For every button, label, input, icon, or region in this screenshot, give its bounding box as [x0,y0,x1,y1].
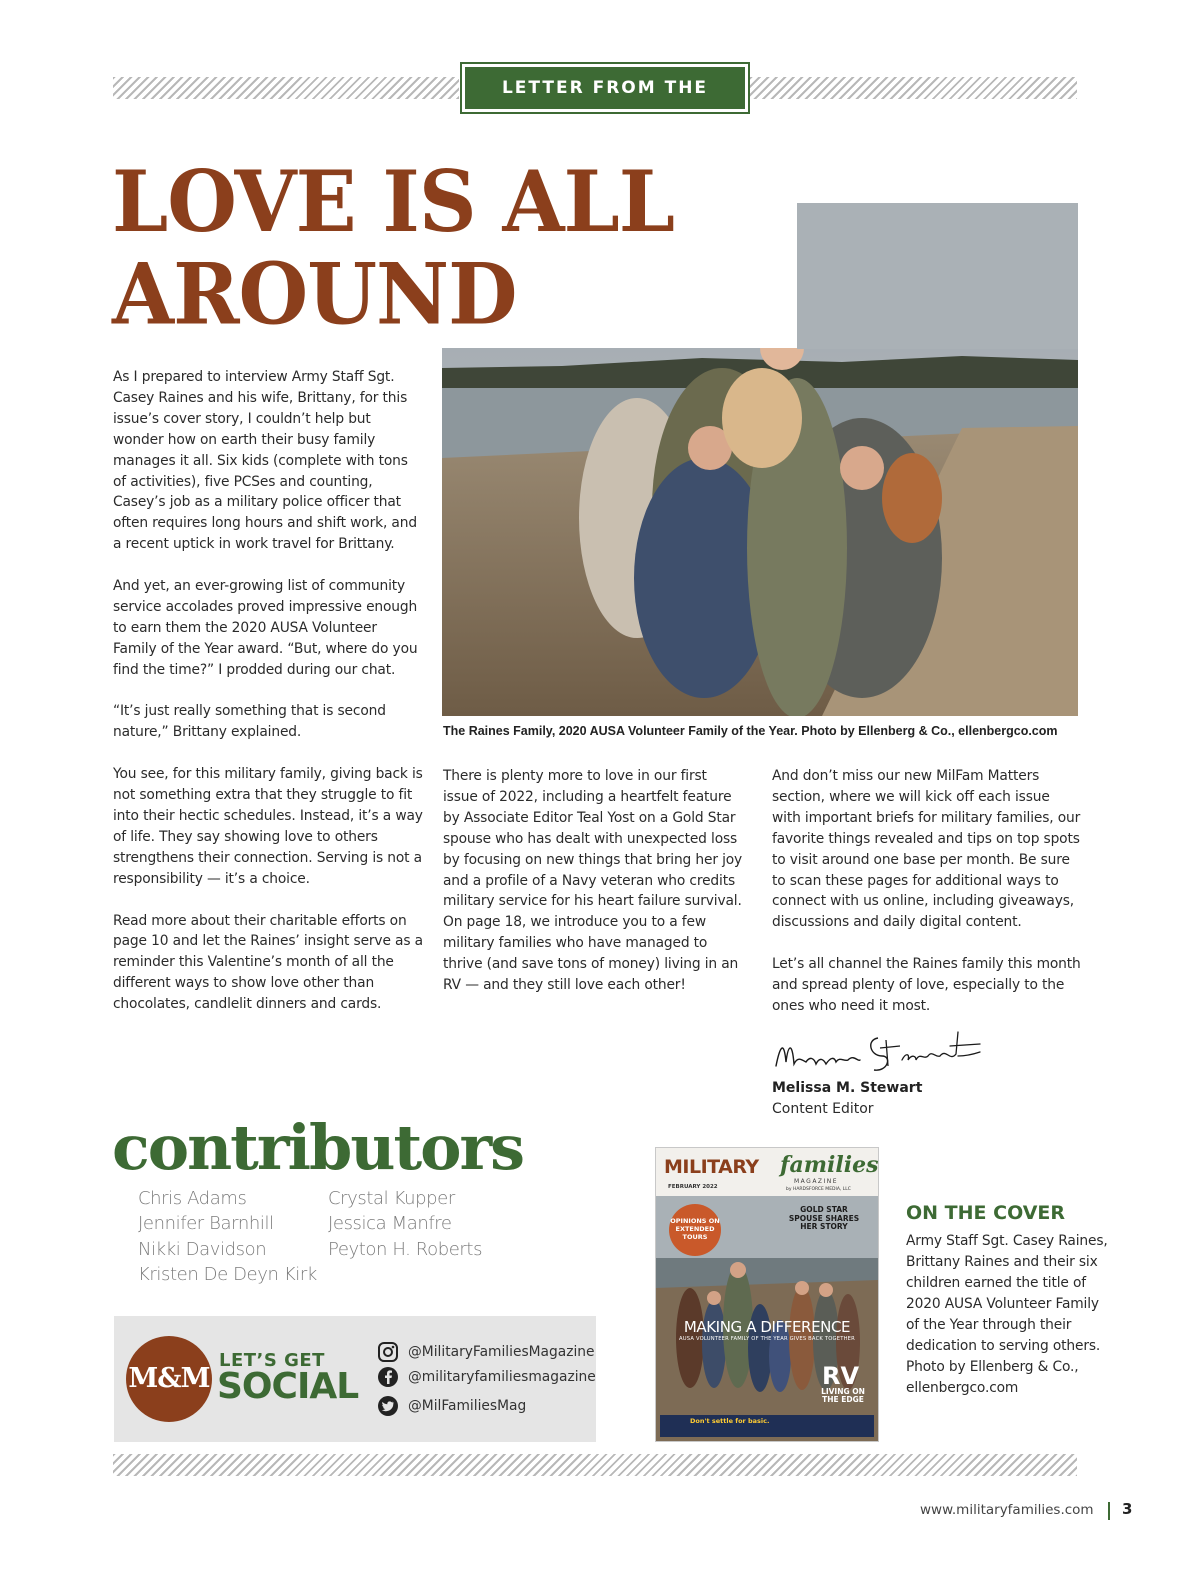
twitter-link[interactable] [377,1394,526,1418]
cover-masthead-sub: MAGAZINE [794,1178,839,1185]
header-hatch-right [750,77,1077,99]
letter-column-3 [772,766,1082,1038]
contributor-name: Jennifer Barnhill [138,1213,274,1235]
paragraph: As I prepared to interview Army Staff Sgt. Casey Raines and his wife, Brittany, for this issue’s cover story, I couldn’t help but wonder how on earth their busy family manages it all. Six kids (complete with tons of activities), five PCSes and counting, Casey’s job as a military police officer that often requires long hours and shift work, and a recent uptick in work travel for Brittany. [113,369,417,553]
contributor-name: Crystal Kupper [328,1188,455,1209]
on-the-cover-title: ON THE COVER [906,1202,1066,1224]
social-heading: SOCIAL [217,1366,359,1407]
cover-byline: by HARDSFORCE MEDIA, LLC [786,1187,851,1192]
headline-line-2: AROUND [112,244,517,344]
facebook-icon [377,1366,399,1388]
section-tag: LETTER FROM THE EDITOR [462,64,748,112]
paragraph: And yet, an ever-growing list of community service accolades proved impressive enough to earn them the 2020 AUSA Volunteer Family of the Year award. “But, where do you find the time?” I prodded during our chat. [113,578,418,678]
letter-column-1 [113,367,423,1036]
contributor-name: Nikki Davidson [138,1238,267,1260]
header-hatch-left [113,77,459,99]
letter-column-2 [443,766,743,1017]
paragraph: You see, for this military family, giving back is not something extra that they struggle to fit into their hectic schedules. Instead, it’s a way of life. They say showing love to others strengthens their connection. Serving is not a responsibility — it’s a choice. [113,766,423,887]
cover-rv-subhead: LIVING ON THE EDGE [821,1387,865,1404]
page-number: 3 [1122,1500,1133,1518]
magazine-cover [656,1148,878,1441]
contributor-name: Jessica Manfre [328,1213,452,1235]
headline-line-1: LOVE IS ALL [112,152,675,252]
brand-logo: M&M [126,1336,212,1422]
cover-date: FEBRUARY 2022 [668,1184,718,1190]
cover-main-headline: MAKING A DIFFERENCE [683,1318,851,1336]
family-photo [442,348,1078,716]
lets-get-label: LET’S GET [219,1350,325,1371]
facebook-link[interactable] [377,1365,596,1389]
footer-hatch [113,1454,1077,1476]
twitter-icon [377,1395,399,1417]
cover-masthead: MILITARY [664,1156,759,1178]
contributors-title: contributors [112,1111,524,1184]
cover-masthead-script: families [780,1152,878,1178]
cover-gold-star-headline: GOLD STAR SPOUSE SHARES HER STORY [788,1205,860,1231]
paragraph: Read more about their charitable efforts on page 10 and let the Raines’ insight serve as a reminder this Valentine’s month of all the different ways to show love other than chocolates, candlelit dinners and cards. [113,912,423,1013]
twitter-handle: @MilFamiliesMag [408,1398,527,1414]
instagram-handle: @MilitaryFamiliesMagazine [408,1344,595,1360]
footer-url[interactable]: www.militaryfamilies.com [920,1502,1094,1518]
cover-main-subhead: AUSA VOLUNTEER FAMILY OF THE YEAR GIVES BACK TOGETHER [679,1336,855,1342]
cover-ad-text: Don't settle for basic. [690,1417,770,1425]
instagram-icon [377,1341,399,1363]
photo-top-extension-2 [797,203,1078,349]
contributor-name: Kristen De Deyn Kirk [138,1263,317,1285]
cover-badge: OPINIONS ON EXTENDED TOURS [669,1204,721,1256]
footer-divider [1108,1502,1110,1520]
paragraph: “It’s just really something that is second nature,” Brittany explained. [113,703,386,741]
editor-title: Content Editor [772,1101,874,1117]
paragraph: And don’t miss our new MilFam Matters section, where we will kick off each issue with important briefs for military families, our favorite things revealed and tips on top spots to visit around one base per month. Be sure to scan these pages for additional ways to connect with us online, including giveaways, discussions and daily digital content. [772,768,1081,931]
contributor-name: Chris Adams [138,1188,247,1209]
paragraph: There is plenty more to love in our first issue of 2022, including a heartfelt feature by Associate Editor Teal Yost on a Gold Star spouse who has dealt with unexpected loss by focusing on new things that bring her joy and a profile of a Navy veteran who credits military service for his heart failure survival. On page 18, we introduce you to a few military families who have managed to thrive (and save tons of money) living in an RV — and they still love each other! [443,768,743,994]
photo-caption: The Raines Family, 2020 AUSA Volunteer Family of the Year. Photo by Ellenberg & Co., ellenbergco.com [443,724,1058,738]
facebook-handle: @militaryfamiliesmagazine [408,1369,596,1385]
editor-signature [770,1026,984,1084]
editor-name: Melissa M. Stewart [772,1080,923,1096]
on-the-cover-text: Army Staff Sgt. Casey Raines, Brittany Raines and their six children earned the title of 2020 AUSA Volunteer Family of the Year through their dedication to serving others. Photo by Ellenberg & Co., ellenbergco.com [906,1233,1108,1396]
contributors-list [138,1186,498,1287]
contributor-name: Peyton H. Roberts [328,1238,483,1260]
instagram-link[interactable] [377,1340,595,1364]
paragraph: Let’s all channel the Raines family this month and spread plenty of love, especially to the ones who need it most. [772,956,1081,1014]
cover-rv-headline: RV [822,1362,860,1390]
headline [112,152,812,344]
